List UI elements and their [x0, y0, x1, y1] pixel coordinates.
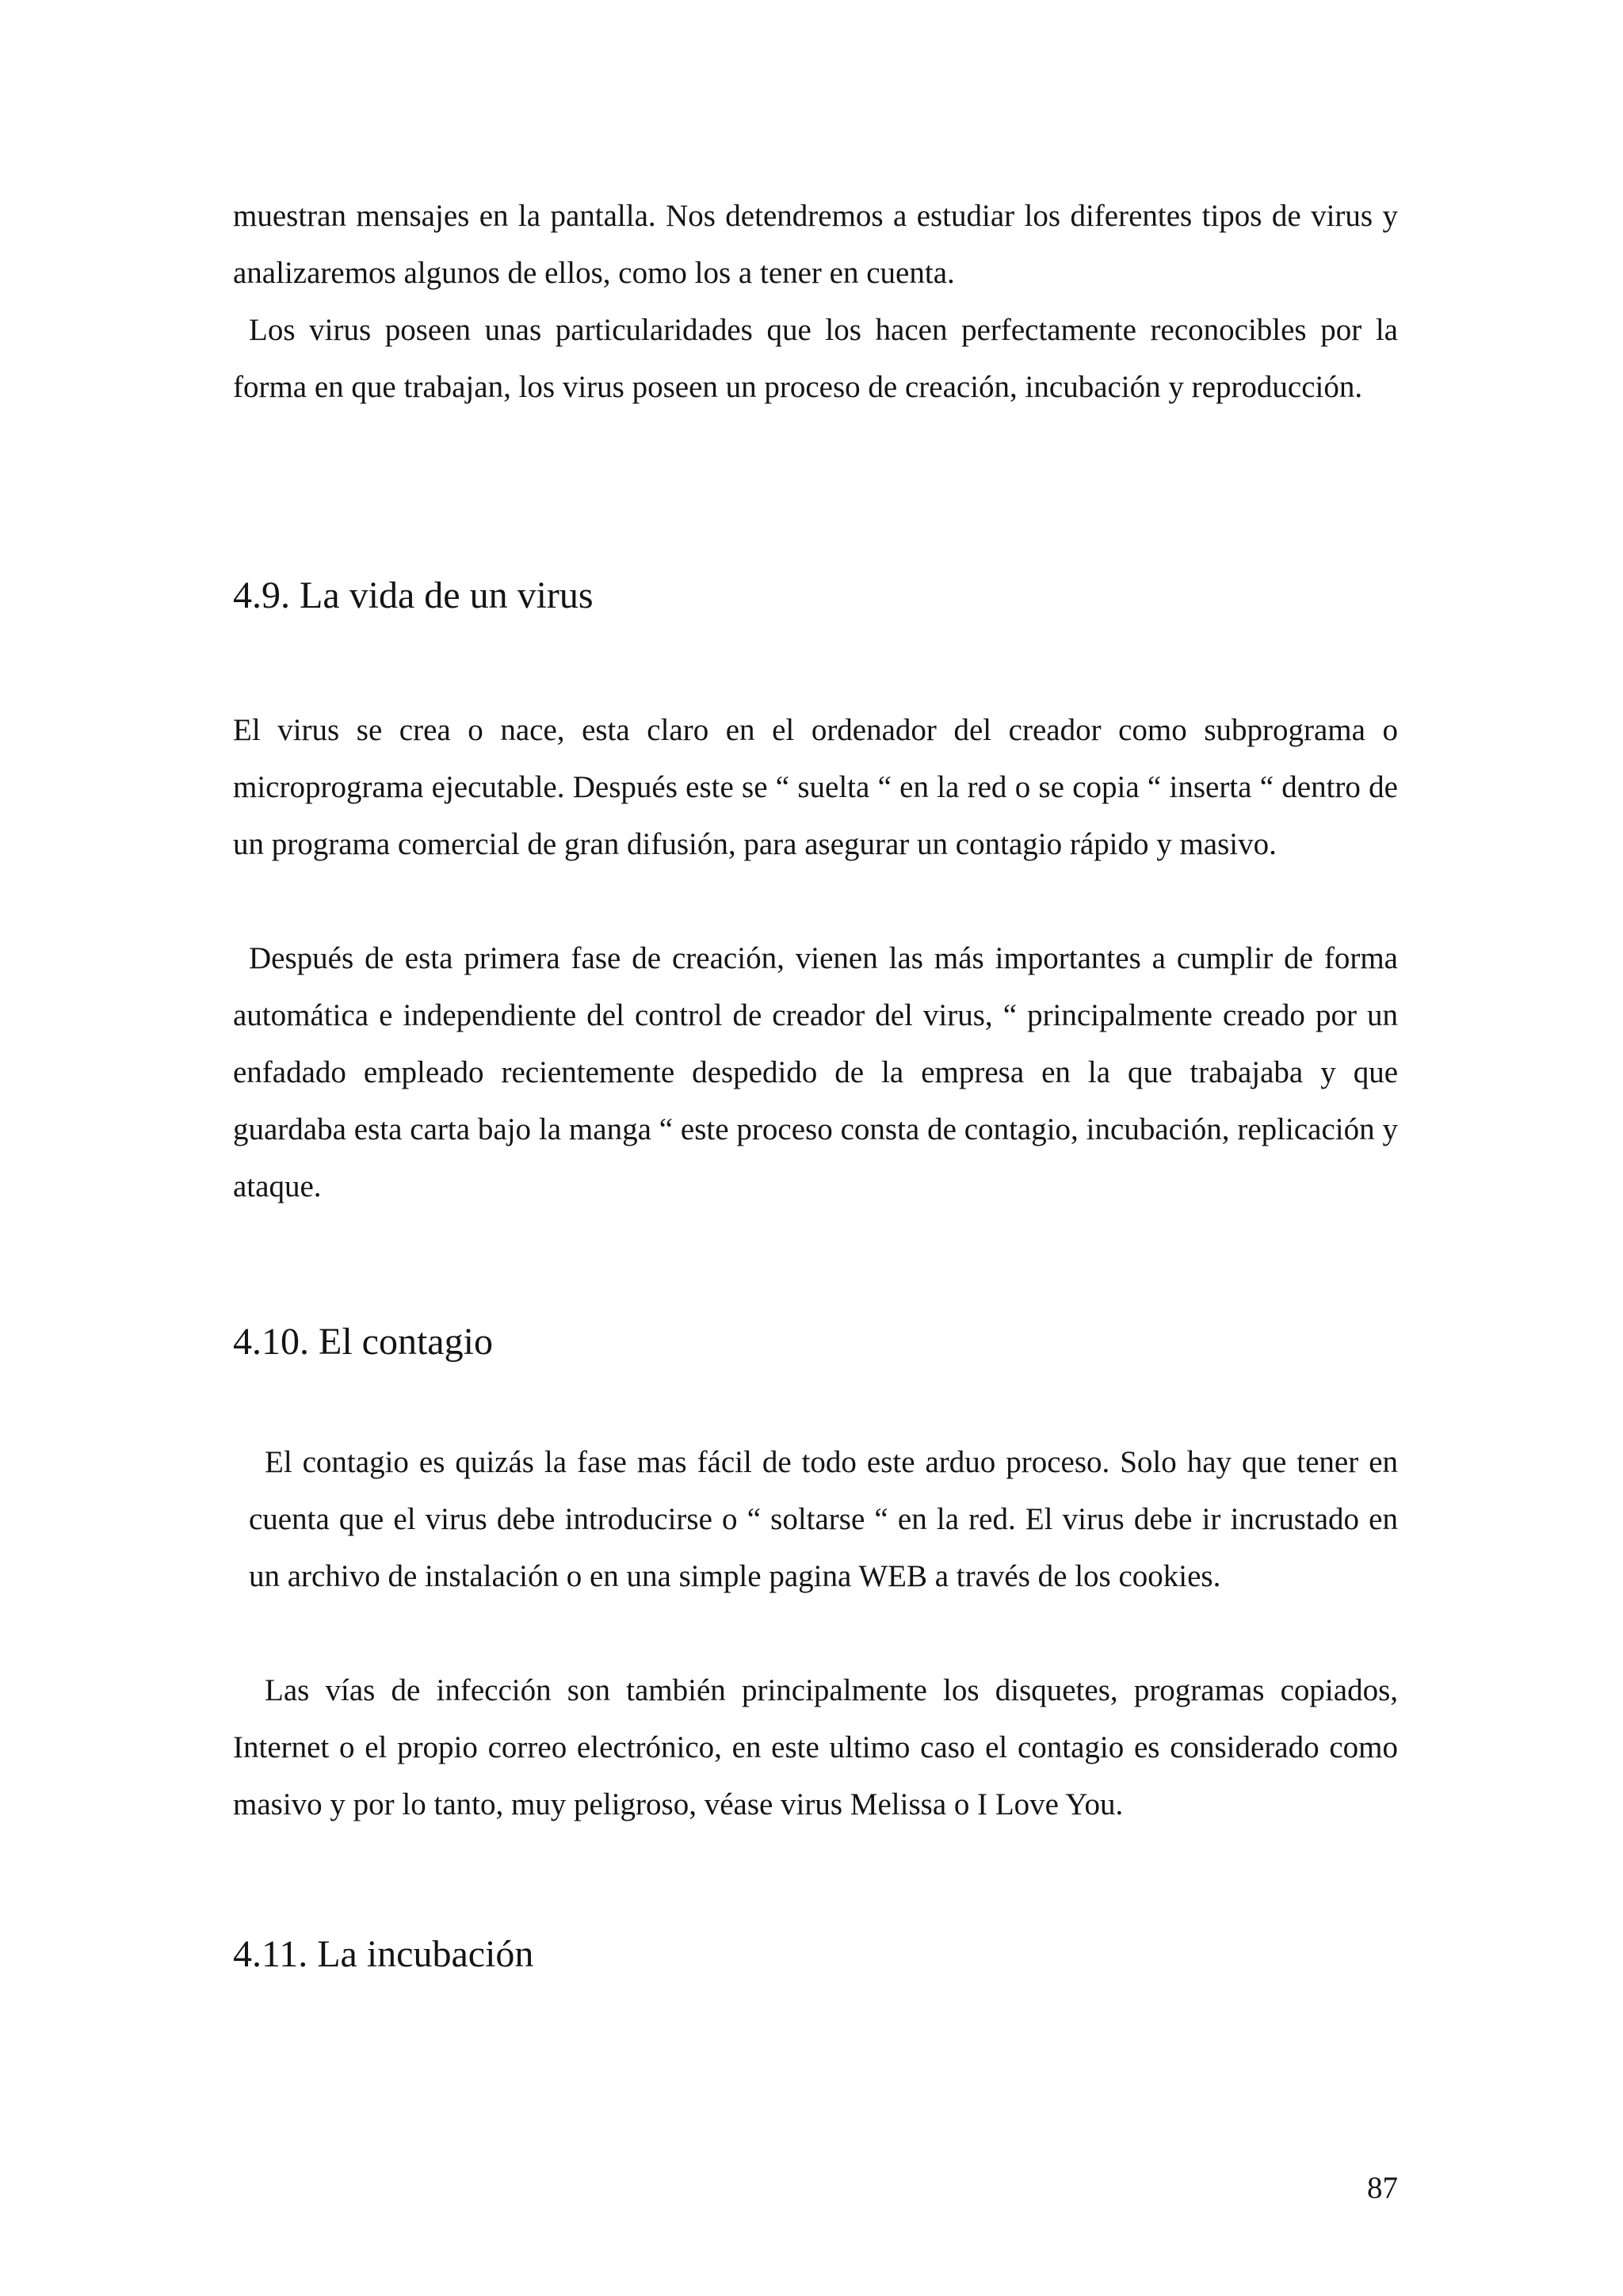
intro-paragraph-2: Los virus poseen unas particularidades que los hacen perfectamente reconocibles por la forma en que trabajan, los virus poseen un proceso de creación, incubación y reproducción. [233, 313, 1398, 404]
page-number: 87 [1367, 2171, 1398, 2205]
section-4-10-paragraph-1: El contagio es quizás la fase mas fácil de todo este arduo proceso. Solo hay que tener en cuenta que el virus debe introducirse o “ soltarse “ en la red. El virus debe ir incrustado en un archivo de instalación o en una simple pagina WEB a través de los cookies. [249, 1445, 1398, 1593]
section-heading-4-9: 4.9. La vida de un virus [233, 574, 594, 616]
section-4-9-paragraph-1: El virus se crea o nace, esta claro en el ordenador del creador como subprograma o microprograma ejecutable. Después este se “ suelta “ en la red o se copia “ inserta “ dentro de un programa comercial de gran difusión, para asegurar un contagio rápido y masivo. [233, 713, 1398, 861]
section-heading-4-10: 4.10. El contagio [233, 1321, 493, 1363]
section-4-9-paragraph-2: Después de esta primera fase de creación, vienen las más importantes a cumplir de forma automática e independiente del control de creador del virus, “ principalmente creado por un enfadado empleado recientemente despedido de la empresa en la que trabajaba y que guardaba esta carta bajo la manga “ este proceso consta de contagio, incubación, replicación y ataque. [233, 941, 1398, 1203]
section-heading-4-11: 4.11. La incubación [233, 1933, 534, 1975]
section-4-10-paragraph-2: Las vías de infección son también principalmente los disquetes, programas copiados, Internet o el propio correo electrónico, en este ultimo caso el contagio es considerado como masivo y por lo tanto, muy peligroso, véase virus Melissa o I Love You. [233, 1673, 1398, 1821]
intro-paragraph-1: muestran mensajes en la pantalla. Nos detendremos a estudiar los diferentes tipos de virus y analizaremos algunos de ellos, como los a tener en cuenta. [233, 199, 1398, 290]
